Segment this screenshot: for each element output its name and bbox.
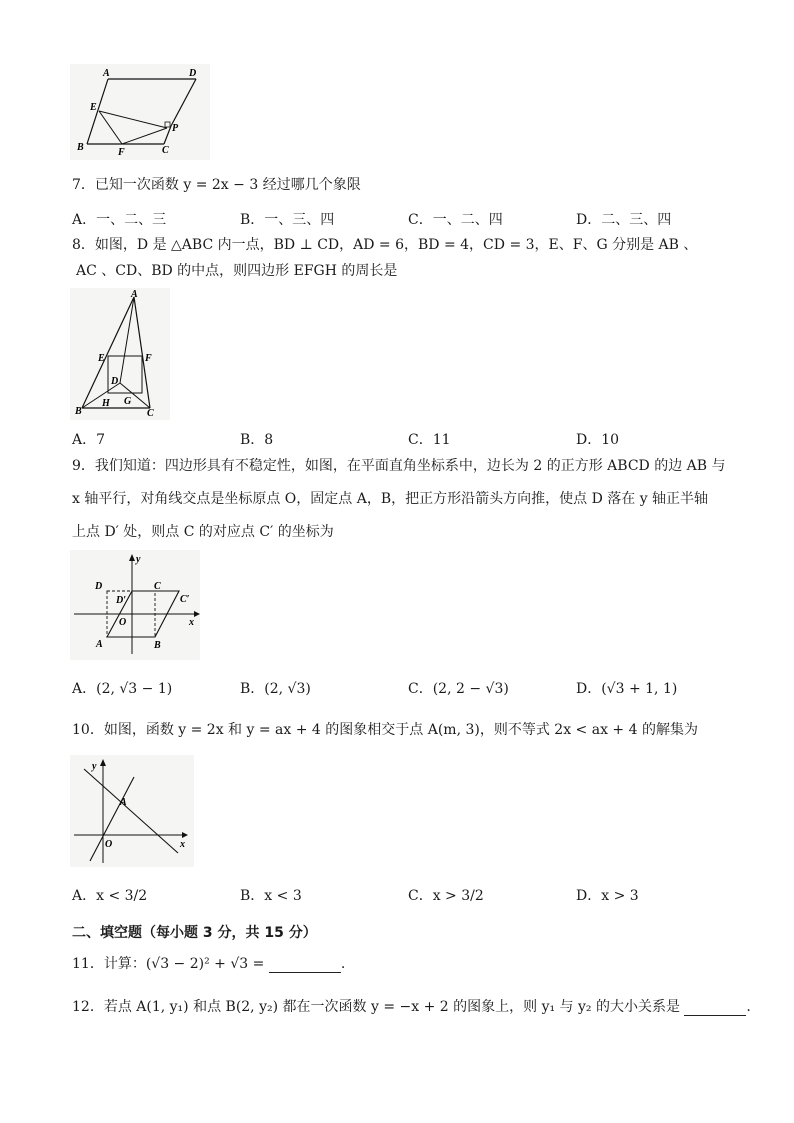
- q10-option-d: D．x > 3: [576, 888, 639, 904]
- q10-option-b: B．x < 3: [240, 888, 302, 904]
- section-title-fill-in: 二、填空题（每小题 3 分，共 15 分）: [72, 925, 317, 941]
- fig2-label-H: H: [102, 398, 110, 409]
- fig1-label-C: C: [162, 145, 169, 156]
- fig4-label-O: O: [105, 839, 113, 850]
- q8-option-c: C．11: [408, 432, 451, 448]
- parallelogram-figure: [70, 64, 210, 160]
- fig3-label-y: y: [136, 554, 141, 565]
- q10-option-c: C．x > 3/2: [408, 888, 484, 904]
- fig4-label-x: x: [180, 839, 185, 850]
- fig1-label-E: E: [90, 102, 97, 113]
- fig3-label-D: D: [95, 581, 103, 592]
- q7-option-b: B．一、三、四: [240, 212, 335, 228]
- q11-period: .: [340, 956, 346, 972]
- fig1-label-B: B: [77, 142, 84, 153]
- q7-option-a: A．一、二、三: [72, 212, 167, 228]
- fig1-label-F: F: [118, 147, 125, 158]
- q10-stem: 10．如图，函数 y = 2x 和 y = ax + 4 的图象相交于点 A(m, 3)，则不等式 2x < ax + 4 的解集为: [72, 722, 698, 738]
- q12-row: [72, 998, 751, 1016]
- fig2-label-C: C: [147, 408, 154, 419]
- fig3-label-C-prime: C′: [180, 594, 190, 605]
- fig2-label-D: D: [111, 376, 119, 387]
- q11-stem: 11．计算：(√3 − 2)² + √3 =: [72, 956, 265, 972]
- q8-option-d: D．10: [576, 432, 620, 448]
- fig2-label-G: G: [124, 396, 132, 407]
- fig2-label-B: B: [75, 406, 82, 417]
- q11-answer-blank[interactable]: [269, 958, 341, 973]
- q7-stem: 7．已知一次函数 y = 2x − 3 经过哪几个象限: [72, 177, 361, 193]
- fig3-label-C: C: [154, 581, 161, 592]
- q9-option-b: B．(2, √3): [240, 681, 311, 697]
- q9-stem-line2: x 轴平行，对角线交点是坐标原点 O，固定点 A，B，把正方形沿箭头方向推，使点 D 落在 y 轴正半轴: [72, 491, 709, 507]
- square-figure: [70, 550, 200, 660]
- q9-option-a: A．(2, √3 − 1): [72, 681, 173, 697]
- q8-stem-line1: 8．如图，D 是 △ABC 内一点，BD ⊥ CD，AD = 6，BD = 4，CD = 3，E、F、G 分别是 AB 、: [72, 237, 698, 253]
- fig4-label-y: y: [92, 761, 97, 772]
- q9-stem-line1: 9．我们知道：四边形具有不稳定性，如图，在平面直角坐标系中，边长为 2 的正方形 ABCD 的边 AB 与: [72, 458, 726, 474]
- q12-stem: 12．若点 A(1, y₁) 和点 B(2, y₂) 都在一次函数 y = −x + 2 的图象上，则 y₁ 与 y₂ 的大小关系是: [72, 999, 680, 1015]
- fig3-label-x: x: [189, 617, 194, 628]
- fig1-label-P: P: [172, 123, 179, 134]
- q9-option-c: C．(2, 2 − √3): [408, 681, 509, 697]
- q12-period: .: [746, 999, 751, 1015]
- q7-option-d: D．二、三、四: [576, 212, 672, 228]
- lines-figure: [70, 755, 194, 867]
- fig2-label-A: A: [131, 289, 138, 300]
- q8-option-a: A．7: [72, 432, 106, 448]
- q11-row: [72, 955, 345, 973]
- fig3-label-A: A: [96, 639, 103, 650]
- fig3-label-B: B: [154, 640, 161, 651]
- q9-stem-line3: 上点 D′ 处，则点 C 的对应点 C′ 的坐标为: [72, 524, 334, 540]
- q10-option-a: A．x < 3/2: [72, 888, 148, 904]
- fig3-label-O: O: [119, 617, 127, 628]
- q12-answer-blank[interactable]: [684, 1001, 746, 1016]
- q7-option-c: C．一、二、四: [408, 212, 503, 228]
- q9-option-d: D．(√3 + 1, 1): [576, 681, 678, 697]
- fig1-label-A: A: [103, 68, 110, 79]
- fig4-label-A: A: [120, 797, 127, 808]
- q8-option-b: B．8: [240, 432, 274, 448]
- fig2-label-F: F: [145, 353, 152, 364]
- fig1-label-D: D: [189, 68, 197, 79]
- triangle-figure: [70, 288, 170, 420]
- q8-stem-line2: AC 、CD、BD 的中点，则四边形 EFGH 的周长是: [76, 263, 398, 279]
- fig2-label-E: E: [98, 353, 105, 364]
- fig3-label-D-prime: D′: [116, 595, 127, 606]
